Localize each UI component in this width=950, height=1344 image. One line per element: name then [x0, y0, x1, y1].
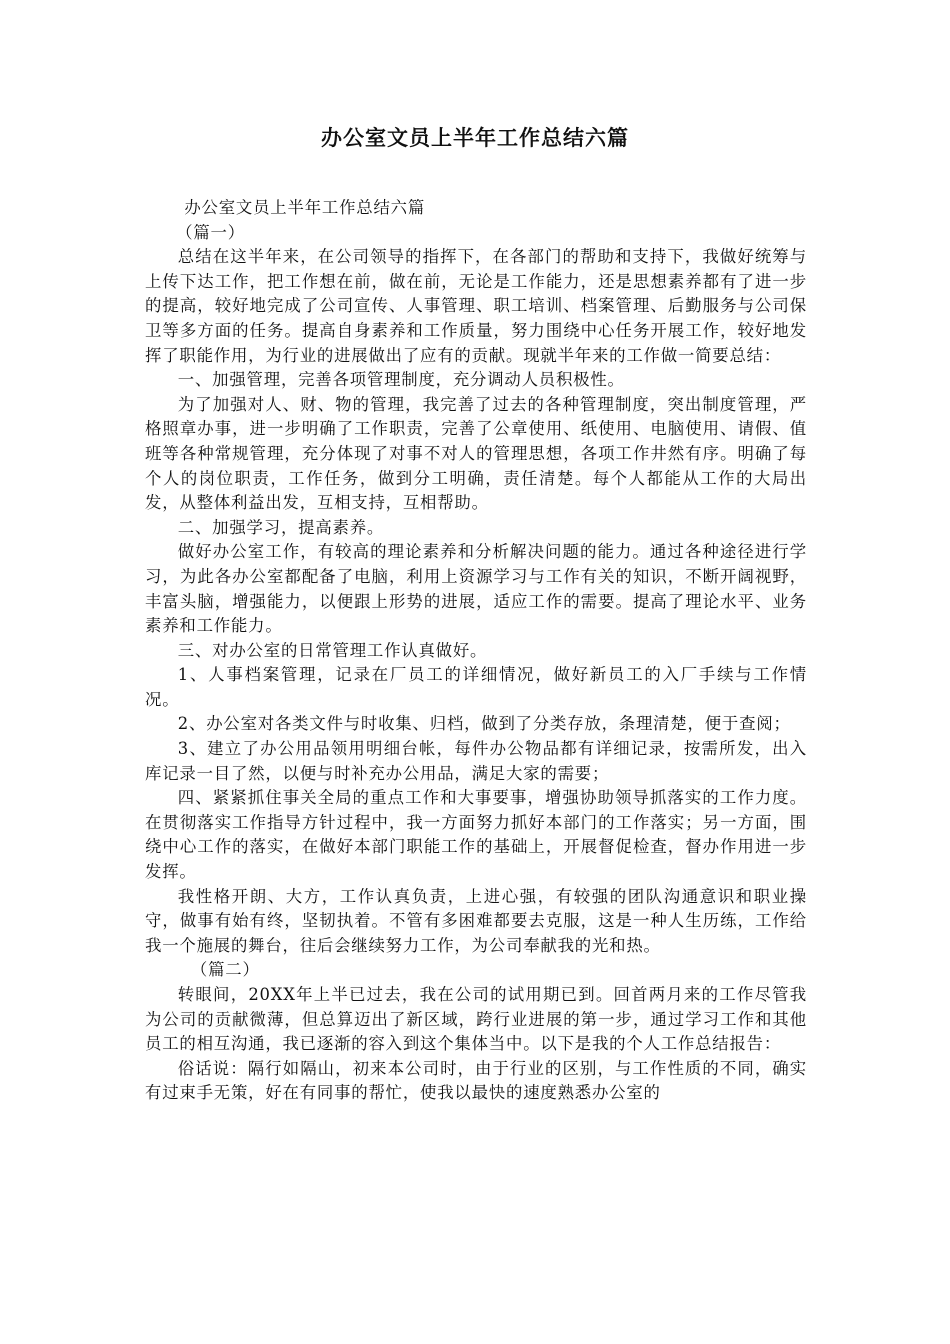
paragraph: 俗话说：隔行如隔山，初来本公司时，由于行业的区别，与工作性质的不同，确实有过束手无策，好在有同事的帮忙，使我以最快的速度熟悉办公室的: [145, 1058, 807, 1103]
document-title: 办公室文员上半年工作总结六篇: [321, 126, 629, 150]
list-item: 1、人事档案管理，记录在厂员工的详细情况，做好新员工的入厂手续与工作情况。: [145, 665, 807, 709]
part-label-2: （篇二）: [190, 960, 260, 980]
paragraph: 总结在这半年来，在公司领导的指挥下，在各部门的帮助和支持下，我做好统筹与上传下达工作，把工作想在前，做在前，无论是工作能力，还是思想素养都有了进一步的提高，较好地完成了公司宣传、人事管理、职工培训、档案管理、后勤服务与公司保卫等多方面的任务。提高自身素养和工作质量，努力围绕中心任务开展工作，较好地发挥了职能作用，为行业的进展做出了应有的贡献。现就半年来的工作做一简要总结：: [145, 247, 807, 365]
section-heading: 三、对办公室的日常管理工作认真做好。: [177, 640, 488, 660]
list-item: 3、建立了办公用品领用明细台帐，每件办公物品都有详细记录，按需所发，出入库记录一目了然，以便与时补充办公用品，满足大家的需要；: [145, 739, 807, 783]
section-heading: 一、加强管理，完善各项管理制度，充分调动人员积极性。: [177, 370, 625, 390]
section-heading: 二、加强学习，提高素养。: [177, 517, 385, 537]
subtitle-line: 办公室文员上半年工作总结六篇: [184, 198, 426, 217]
list-item: 2、办公室对各类文件与时收集、归档，做到了分类存放，条理清楚，便于查阅；: [177, 714, 791, 734]
paragraph: 我性格开朗、大方，工作认真负责，上进心强，有较强的团队沟通意识和职业操守，做事有始有终，坚韧执着。不管有多困难都要去克服，这是一种人生历练，工作给我一个施展的舞台，往后会继续努力工作，为公司奉献我的光和热。: [145, 886, 807, 955]
paragraph: 四、紧紧抓住事关全局的重点工作和大事要事，增强协助领导抓落实的工作力度。在贯彻落实工作指导方针过程中，我一方面努力抓好本部门的工作落实；另一方面，围绕中心工作的落实，在做好本部门职能工作的基础上，开展督促检查，督办作用进一步发挥。: [145, 788, 807, 882]
paragraph: 为了加强对人、财、物的管理，我完善了过去的各种管理制度，突出制度管理，严格照章办事，进一步明确了工作职责，完善了公章使用、纸使用、电脑使用、请假、值班等各种常规管理，充分体现了对事不对人的管理思想，各项工作井然有序。明确了每个人的岗位职责，工作任务，做到分工明确，责任清楚。每个人都能从工作的大局出发，从整体利益出发，互相支持，互相帮助。: [145, 394, 807, 513]
paragraph: 转眼间，20XX年上半已过去，我在公司的试用期已到。回首两月来的工作尽管我为公司的贡献微薄，但总算迈出了新区域，跨行业进展的第一步，通过学习工作和其他员工的相互沟通，我已逐渐的容入到这个集体当中。以下是我的个人工作总结报告：: [145, 985, 807, 1054]
part-label-1: （篇一）: [176, 222, 245, 242]
document-body: [145, 196, 807, 1106]
paragraph: 做好办公室工作，有较高的理论素养和分析解决问题的能力。通过各种途径进行学习，为此各办公室都配备了电脑，利用上资源学习与工作有关的知识，不断开阔视野，丰富头脑，增强能力，以便跟上形势的进展，适应工作的需要。提高了理论水平、业务素养和工作能力。: [145, 542, 807, 636]
